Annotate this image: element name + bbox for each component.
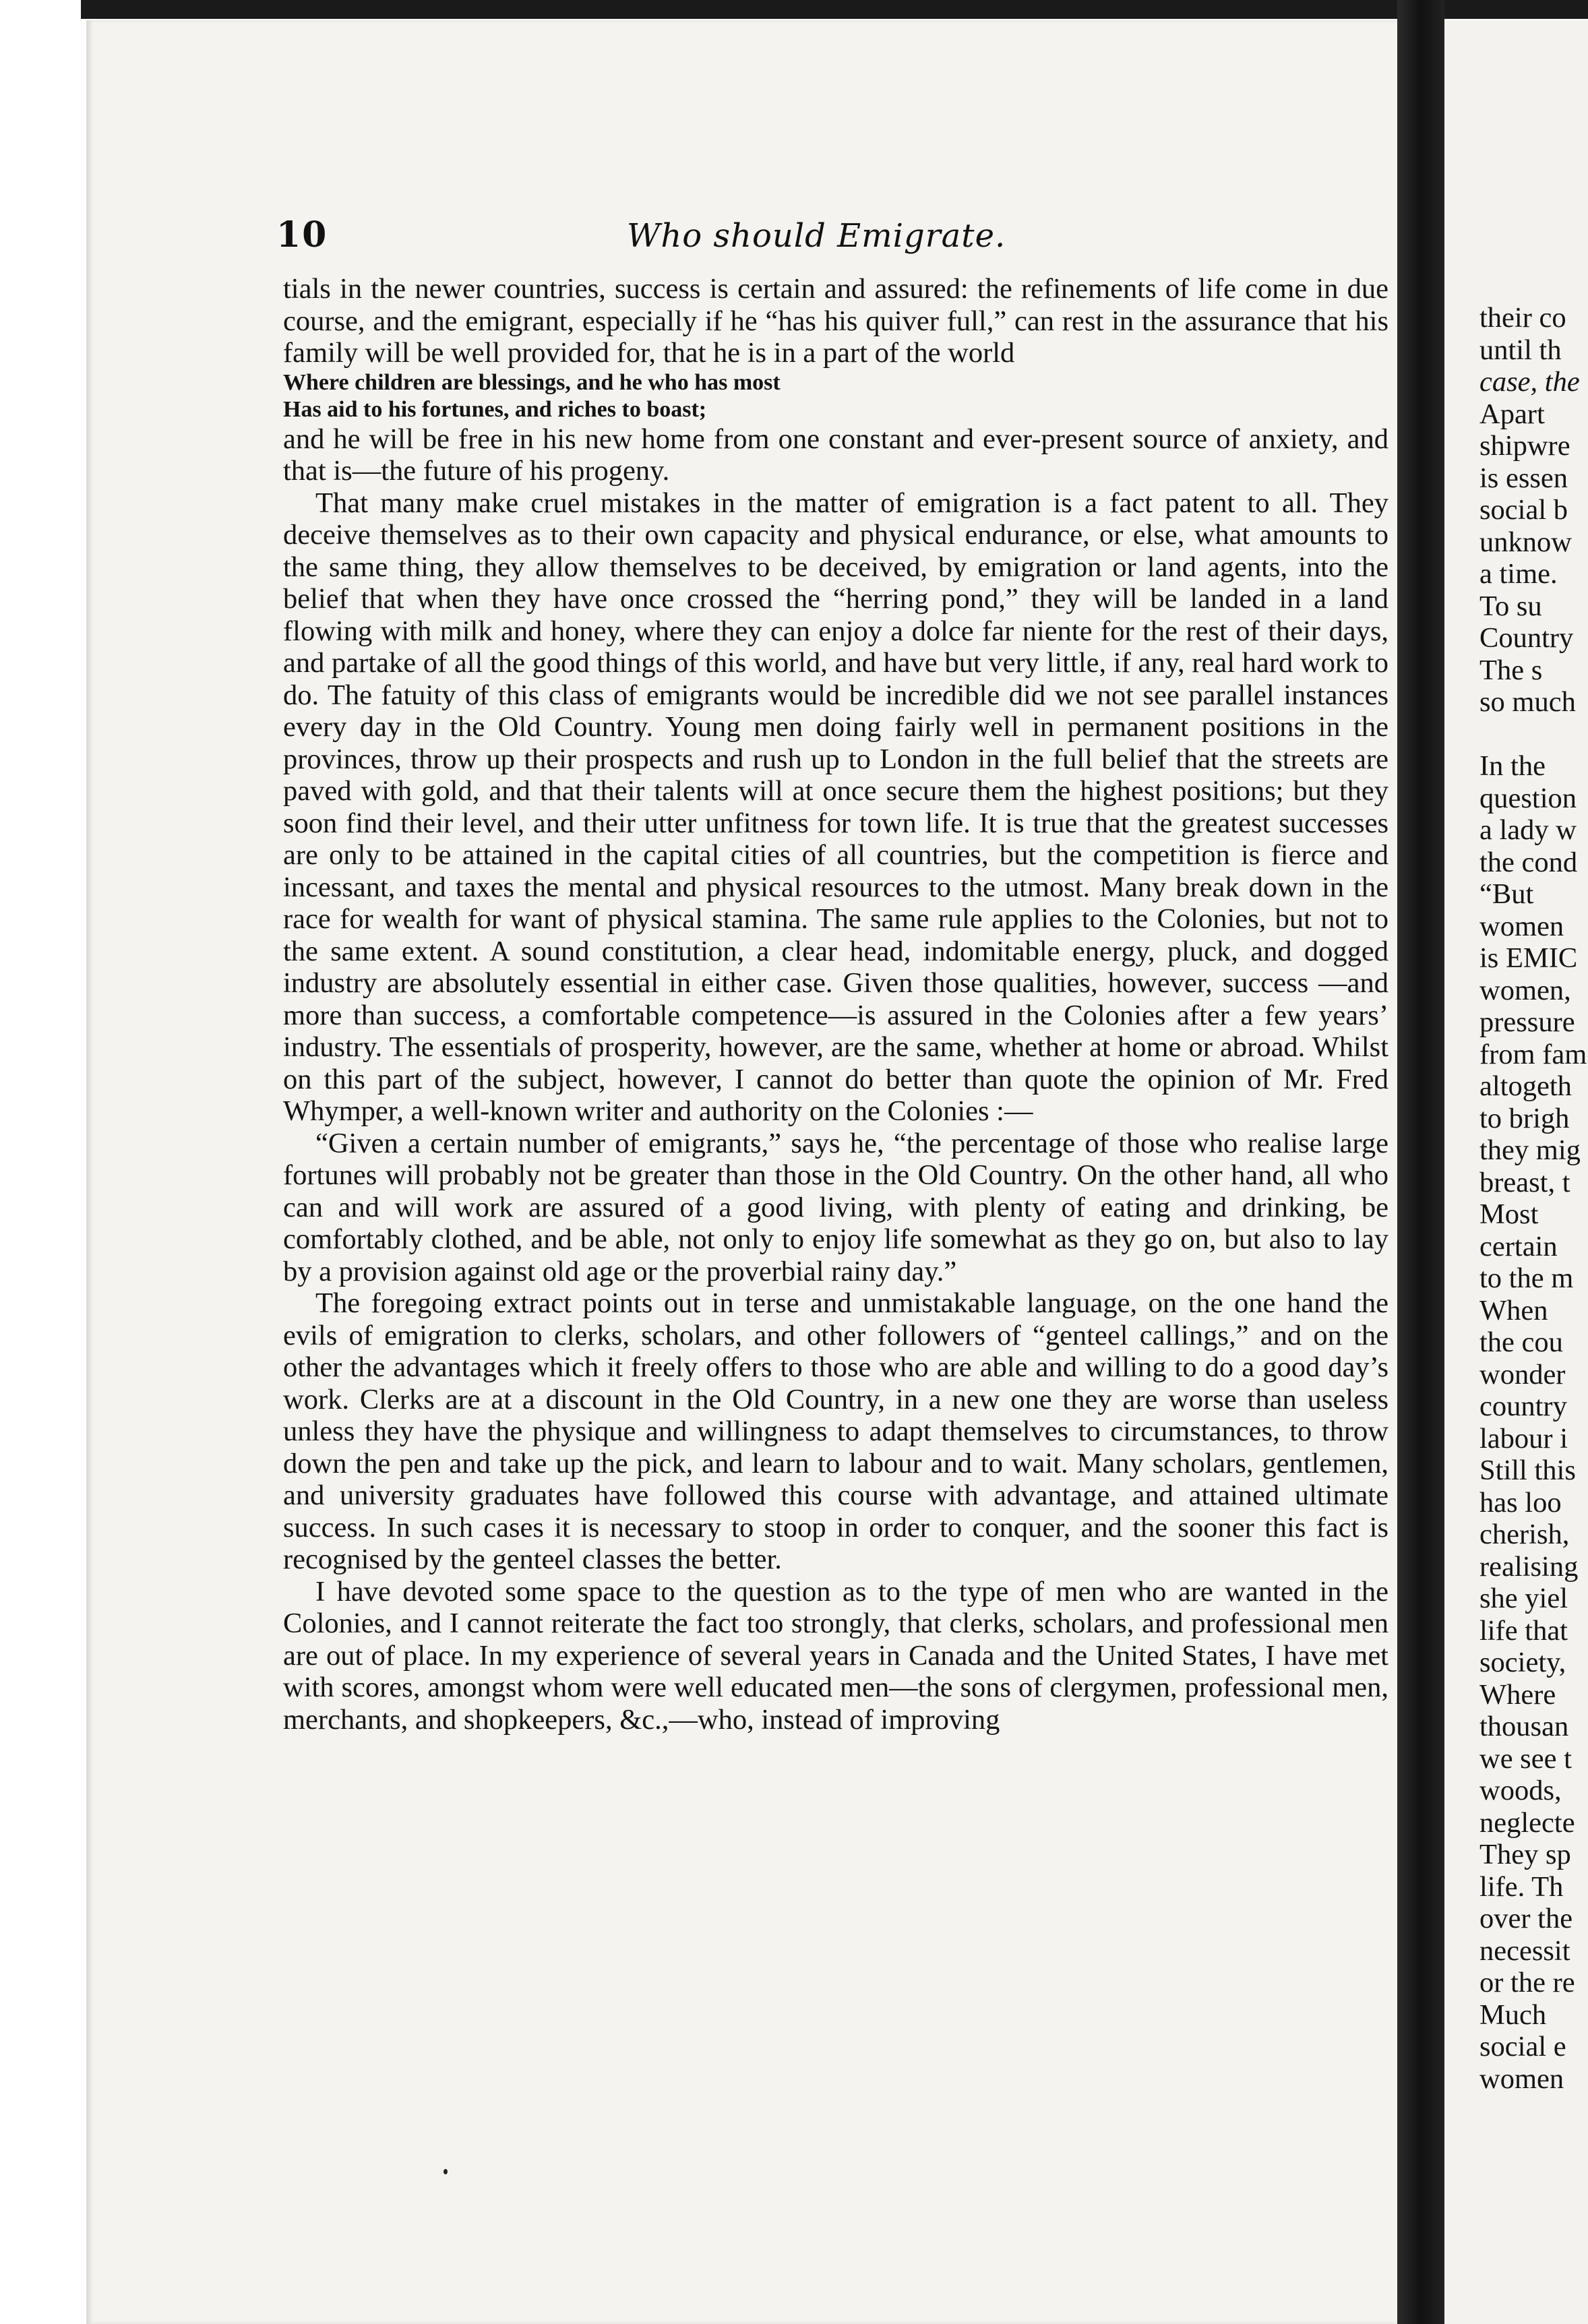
facing-page-line: The s [1479, 654, 1543, 686]
facing-page-line: the cond [1479, 846, 1578, 878]
verse-line-1: Where children are blessings, and he who has most [283, 369, 781, 395]
paragraph-whymper-quote: “Given a certain number of emigrants,” says he, “the percentage of those who realise large fortunes will probably not be greater than those in the Old Country. On the other hand, all who can and will work are assured of a good living, with plenty of eating and drinking, be comfortably clothed, and be able, not only to enjoy life somewhat as they go on, but also to lay by a provision against old age or the proverbial rainy day.” [283, 1127, 1388, 1287]
facing-page-line: Most [1479, 1198, 1539, 1230]
scan-left-margin [0, 0, 81, 2324]
facing-page-line: question [1479, 782, 1577, 814]
facing-page-line: society, [1479, 1647, 1566, 1678]
facing-page-line: pressure [1479, 1006, 1575, 1038]
facing-page-line: In the [1479, 750, 1546, 782]
facing-page-line: social e [1479, 2031, 1566, 2062]
facing-page-line: social b [1479, 494, 1568, 526]
facing-page-line: is EMIC [1479, 942, 1578, 974]
facing-page-line: their co [1479, 302, 1566, 334]
facing-page-line: Much [1479, 1998, 1547, 2031]
facing-page-line: until th [1479, 334, 1562, 366]
page-header [276, 214, 1395, 262]
ink-speck [444, 2169, 448, 2174]
facing-page-line: thousan [1479, 1711, 1569, 1742]
book-page-right-fragment [1444, 20, 1588, 2324]
facing-page-line: When [1479, 1294, 1548, 1326]
facing-page-line: or the re [1479, 1967, 1575, 1998]
paragraph-cruel-mistakes: That many make cruel mistakes in the matter of emigration is a fact patent to all. They deceive themselves as to their own capacity and physical endurance, or else, what amounts to the same thing, they allow themselves to be deceived, by emigration or land agents, into the belief that when they have once crossed the “herring pond,” they will be landed in a land flowing with milk and honey, where they can enjoy a dolce far niente for the rest of their days, and partake of all the good things of this world, and have but very little, if any, real hard work to do. The fatuity of this class of emigrants would be incredible did we not see parallel instances every day in the Old Country. Young men doing fairly well in permanent positions in the provinces, throw up their prospects and rush up to London in the full belief that the streets are paved with gold, and that their talents will at once secure them the highest positions; but they soon find their level, and their utter unfitness for town life. It is true that the greatest successes are only to be attained in the capital cities of all countries, but the competition is fierce and incessant, and taxes the mental and physical resources to the utmost. Many break down in the race for wealth for want of physical stamina. The same rule applies to the Colonies, but not to the same extent. A sound constitution, a clear head, indomitable energy, pluck, and dogged industry are absolutely essential in either case. Given those qualities, however, success —and more than success, a comfortable competence—is assured in the Colonies after a few years’ industry. The essentials of prosperity, however, are the same, whether at home or abroad. Whilst on this part of the subject, however, I cannot do better than quote the opinion of Mr. Fred Whymper, a well-known writer and authority on the Colonies :— [283, 487, 1388, 1127]
facing-page-line [1479, 718, 1588, 751]
facing-page-line: Still this [1479, 1455, 1576, 1486]
facing-page-line: necessit [1479, 1934, 1570, 1967]
facing-page-line: to the m [1479, 1262, 1574, 1294]
facing-page-line: life. Th [1479, 1870, 1564, 1903]
facing-page-line: cherish, [1479, 1519, 1570, 1550]
facing-page-line: realising [1479, 1550, 1579, 1583]
facing-page-line: from fam [1479, 1038, 1587, 1070]
verse-line-2: Has aid to his fortunes, and riches to boast; [283, 396, 707, 422]
facing-page-line: neglecte [1479, 1806, 1575, 1839]
facing-page-line: case, the [1479, 366, 1580, 398]
facing-page-text [1479, 302, 1588, 2095]
facing-page-line: we see t [1479, 1742, 1572, 1775]
paragraph-foregoing-extract: The foregoing extract points out in terse and unmistakable language, on the one hand the evils of emigration to clerks, scholars, and other followers of “genteel callings,” and on the other the advantages which it freely offers to those who are able and willing to do a good day’s work. Clerks are at a discount in the Old Country, in a new one they are worse than useless unless they have the physique and willingness to adapt themselves to circumstances, to throw down the pen and take up the pick, and learn to labour and to wait. Many scholars, gentlemen, and university graduates have followed this course with advantage, and attained ultimate success. In such cases it is necessary to stoop in order to conquer, and the sooner this fact is recognised by the genteel classes the better. [283, 1287, 1388, 1575]
facing-page-line: a time. [1479, 558, 1558, 590]
facing-page-line: Apart [1479, 398, 1545, 430]
book-gutter [1397, 0, 1444, 2324]
facing-page-line: over the [1479, 1903, 1573, 1934]
facing-page-line: shipwre [1479, 430, 1570, 462]
facing-page-line: women [1479, 2062, 1564, 2095]
facing-page-line: unknow [1479, 526, 1572, 558]
paragraph-type-of-men: I have devoted some space to the question as to the type of men who are wanted in the Colonies, and I cannot reiterate the fact too strongly, that clerks, scholars, and professional men are out of place. In my experience of several years in Canada and the United States, I have met with scores, amongst whom were well educated men—the sons of clergymen, professional men, merchants, and shopkeepers, &c.,—who, instead of improving [283, 1575, 1388, 1736]
facing-page-line: the cou [1479, 1326, 1563, 1358]
facing-page-line: wonder [1479, 1358, 1566, 1390]
facing-page-line: Where [1479, 1678, 1556, 1711]
facing-page-line: To su [1479, 590, 1542, 622]
facing-page-line: is essen [1479, 462, 1568, 494]
facing-page-line: women [1479, 910, 1564, 942]
facing-page-line: life that [1479, 1614, 1568, 1647]
facing-page-line: altogeth [1479, 1070, 1572, 1102]
facing-page-line: breast, t [1479, 1166, 1570, 1198]
facing-page-line: women, [1479, 974, 1571, 1006]
facing-page-line: they mig [1479, 1134, 1581, 1166]
facing-page-line: country [1479, 1390, 1567, 1422]
running-title: Who should Emigrate. [627, 217, 1006, 255]
scan-top-border [0, 0, 1588, 19]
facing-page-line: They sp [1479, 1839, 1571, 1870]
facing-page-line: so much [1479, 686, 1576, 718]
facing-page-line: has loo [1479, 1486, 1562, 1519]
paragraph-progeny: and he will be free in his new home from one constant and ever-present source of anxiety, and that is—the future of his progeny. [283, 423, 1388, 487]
facing-page-line: certain [1479, 1230, 1558, 1262]
facing-page-line: Country [1479, 622, 1574, 654]
paragraph-continuation: tials in the newer countries, success is certain and assured: the refinements of life come in due course, and the emigrant, especially if he “has his quiver full,” can rest in the assurance that his family will be well provided for, that he is in a part of the world [283, 273, 1388, 369]
facing-page-line: she yiel [1479, 1583, 1568, 1614]
facing-page-line: woods, [1479, 1775, 1562, 1806]
page-number: 10 [276, 214, 328, 255]
facing-page-line: to brigh [1479, 1102, 1570, 1134]
page-body [283, 273, 1388, 1736]
facing-page-line: a lady w [1479, 814, 1577, 846]
facing-page-line: labour i [1479, 1422, 1568, 1455]
facing-page-line: “But [1479, 878, 1534, 910]
